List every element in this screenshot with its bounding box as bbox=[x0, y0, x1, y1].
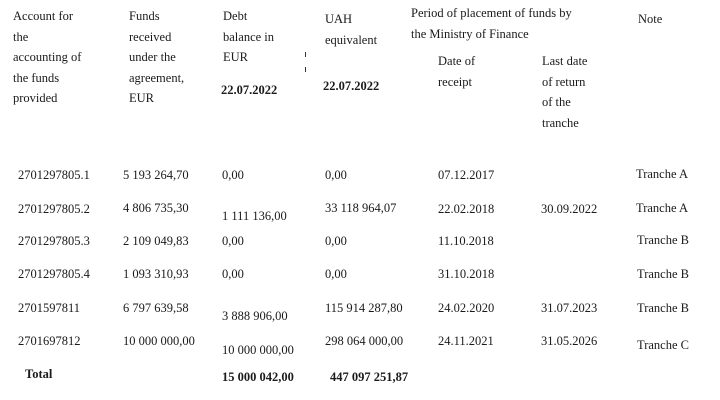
header-account: Account for the accounting of the funds provided bbox=[13, 9, 82, 105]
cell-receipt: 31.10.2018 bbox=[438, 267, 495, 281]
cell-account: 2701297805.1 bbox=[18, 168, 90, 182]
cell-last-return: 30.09.2022 bbox=[541, 202, 598, 216]
cell-debt: 3 888 906,00 bbox=[222, 309, 288, 323]
header-period: Period of placement of funds by the Ministry of Finance bbox=[411, 6, 572, 41]
cell-note: Tranche B bbox=[637, 267, 689, 281]
total-debt: 15 000 042,00 bbox=[222, 370, 294, 384]
cell-last-return: 31.07.2023 bbox=[541, 301, 598, 315]
total-label: Total bbox=[25, 367, 53, 381]
header-tick-mark bbox=[305, 67, 306, 72]
cell-receipt: 22.02.2018 bbox=[438, 202, 495, 216]
header-debt-date: 22.07.2022 bbox=[221, 83, 278, 97]
cell-uah: 33 118 964,07 bbox=[325, 201, 397, 215]
cell-uah: 0,00 bbox=[325, 267, 347, 281]
cell-uah: 0,00 bbox=[325, 168, 347, 182]
header-uah-date: 22.07.2022 bbox=[323, 79, 380, 93]
cell-receipt: 24.11.2021 bbox=[438, 334, 494, 348]
header-receipt: Date of receipt bbox=[438, 54, 476, 89]
cell-account: 2701297805.2 bbox=[18, 202, 90, 216]
cell-uah: 0,00 bbox=[325, 234, 347, 248]
cell-debt: 10 000 000,00 bbox=[222, 343, 294, 357]
header-uah: UAH equivalent bbox=[325, 12, 378, 47]
cell-note: Tranche B bbox=[637, 301, 689, 315]
cell-last-return: 31.05.2026 bbox=[541, 334, 598, 348]
cell-funds: 1 093 310,93 bbox=[123, 267, 189, 281]
cell-debt: 0,00 bbox=[222, 168, 244, 182]
header-tick-mark bbox=[305, 52, 306, 57]
cell-receipt: 11.10.2018 bbox=[438, 234, 494, 248]
cell-funds: 6 797 639,58 bbox=[123, 301, 189, 315]
cell-funds: 10 000 000,00 bbox=[123, 334, 195, 348]
cell-note: Tranche C bbox=[637, 338, 689, 352]
cell-funds: 4 806 735,30 bbox=[123, 201, 189, 215]
header-last-return: Last date of return of the tranche bbox=[542, 54, 588, 130]
cell-funds: 5 193 264,70 bbox=[123, 168, 189, 182]
cell-account: 2701597811 bbox=[18, 301, 81, 315]
cell-note: Tranche B bbox=[637, 233, 689, 247]
cell-uah: 298 064 000,00 bbox=[325, 334, 404, 348]
header-debt: Debt balance in EUR bbox=[223, 9, 275, 64]
cell-funds: 2 109 049,83 bbox=[123, 234, 189, 248]
cell-account: 2701297805.3 bbox=[18, 234, 90, 248]
cell-debt: 0,00 bbox=[222, 234, 244, 248]
cell-account: 2701697812 bbox=[18, 334, 81, 348]
header-funds: Funds received under the agreement, EUR bbox=[129, 9, 185, 105]
cell-debt: 0,00 bbox=[222, 267, 244, 281]
header-note: Note bbox=[638, 12, 663, 26]
cell-receipt: 24.02.2020 bbox=[438, 301, 495, 315]
cell-note: Tranche A bbox=[636, 201, 688, 215]
total-uah: 447 097 251,87 bbox=[330, 370, 409, 384]
cell-debt: 1 111 136,00 bbox=[222, 209, 287, 223]
cell-note: Tranche A bbox=[636, 167, 688, 181]
cell-receipt: 07.12.2017 bbox=[438, 168, 495, 182]
cell-uah: 115 914 287,80 bbox=[325, 301, 403, 315]
cell-account: 2701297805.4 bbox=[18, 267, 90, 281]
